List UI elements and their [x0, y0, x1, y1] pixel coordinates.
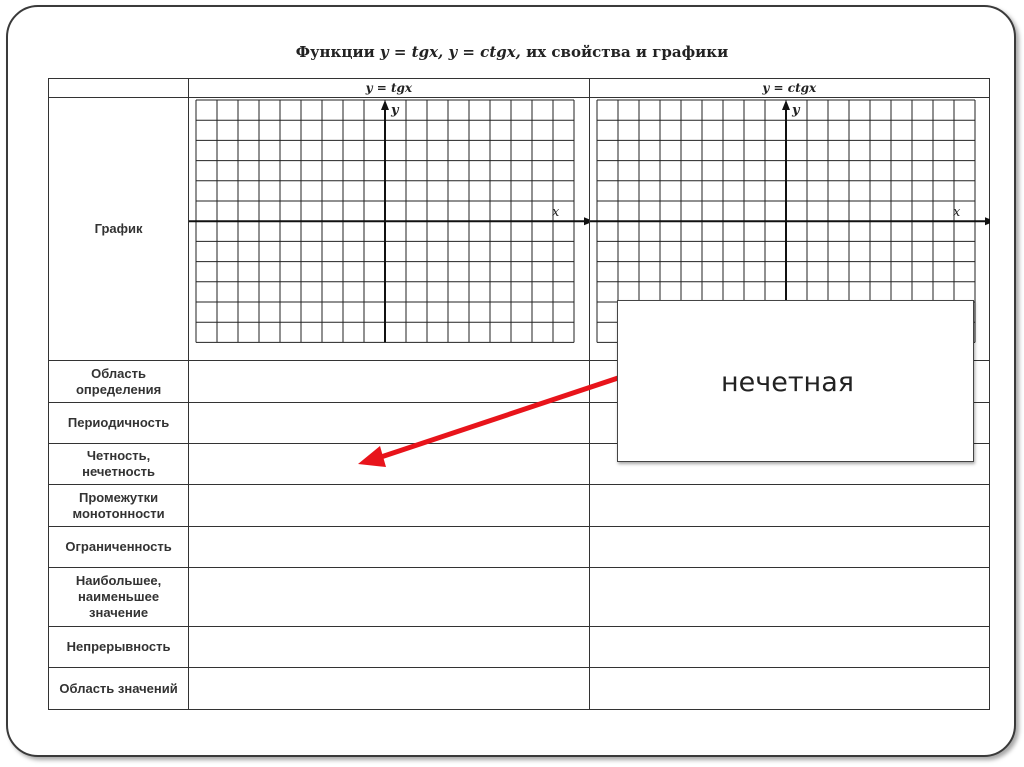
- row-label-continuity: Непрерывность: [49, 627, 189, 668]
- row-label-boundedness: Ограниченность: [49, 527, 189, 568]
- header-cot: y = ctgx: [589, 79, 989, 98]
- row-label-graph: График: [49, 98, 189, 361]
- title-prefix: Функции: [295, 43, 380, 61]
- row-label-periodicity: Периодичность: [49, 403, 189, 444]
- row-label-range: Область значений: [49, 668, 189, 710]
- title-formula: y = tgx, y = ctgx,: [379, 43, 521, 61]
- row-label-extrema: Наибольшее, наименьшее значение: [49, 568, 189, 627]
- header-tan: y = tgx: [189, 79, 589, 98]
- row-label-monotonicity: Промежутки монотонности: [49, 485, 189, 527]
- cot-x-label: x: [952, 205, 960, 221]
- tan-y-label: y: [391, 103, 399, 118]
- title-suffix: их свойства и графики: [520, 43, 729, 61]
- answer-popup: [617, 300, 974, 462]
- arrow-shaft: [378, 378, 618, 458]
- row-label-domain: Область определения: [49, 361, 189, 403]
- tan-x-label: x: [552, 205, 560, 221]
- cot-y-label: y: [791, 103, 800, 118]
- arrow-head: [358, 446, 386, 467]
- row-label-parity: Четность, нечетность: [49, 444, 189, 485]
- answer-text: нечетная: [721, 367, 854, 398]
